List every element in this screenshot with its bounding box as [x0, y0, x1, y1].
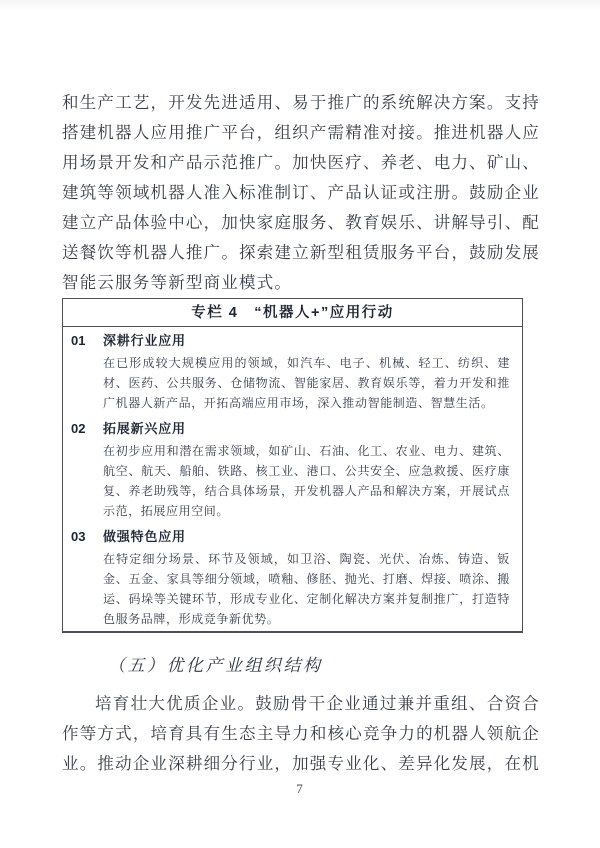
box-item-3-title: 做强特色应用 [103, 529, 186, 544]
page-content [62, 88, 540, 779]
box-item-3 [63, 523, 522, 631]
page-number: 7 [296, 781, 304, 796]
box-item-1-body: 在已形成较大规模应用的领域，如汽车、电子、机械、轻工、纺织、建材、医药、公共服务、仓储物流、智能家居、教育娱乐等，着力开发和推广机器人新产品，开拓高端应用市场，深入推动智能制造、智慧生活。 [103, 356, 510, 410]
box-item-1-head [71, 331, 510, 350]
box-item-3-head [71, 527, 510, 546]
box-item-2-number: 02 [71, 421, 86, 436]
box-item-3-body: 在特定细分场景、环节及领域，如卫浴、陶瓷、光伏、冶炼、铸造、钣金、五金、家具等细分领域，喷釉、修胚、抛光、打磨、焊接、喷涂、搬运、码垛等关键环节，形成专业化、定制化解决方案并复制推广，打造特色服务品牌，形成竞争新优势。 [103, 552, 510, 626]
box-item-1-title: 深耕行业应用 [103, 333, 186, 348]
box-item-2-title: 拓展新兴应用 [103, 421, 186, 436]
box-item-2 [63, 415, 522, 523]
box-item-2-head [71, 419, 510, 438]
box-item-1 [63, 327, 522, 415]
closing-paragraph: 培育壮大优质企业。鼓励骨干企业通过兼并重组、合资合作等方式，培育具有生态主导力和核心竞争力的机器人领航企业。推动企业深耕细分行业，加强专业化、差异化发展，在机 [62, 694, 540, 773]
intro-paragraph: 和生产工艺，开发先进适用、易于推广的系统解决方案。支持搭建机器人应用推广平台，组织产需精准对接。推进机器人应用场景开发和产品示范推广。加快医疗、养老、电力、矿山、建筑等领域机器人准入标准制订、产品认证或注册。鼓励企业建立产品体验中心，加快家庭服务、教育娱乐、讲解导引、配送餐饮等机器人推广。探索建立新型租赁服务平台，鼓励发展智能云服务等新型商业模式。 [62, 93, 540, 292]
scan-edge-artifact [0, 0, 600, 9]
column-box-robot-plus-actions [62, 298, 523, 633]
section-heading: （五）优化产业组织结构 [108, 656, 323, 675]
column-box-title: 专栏 4 “机器人+”应用行动 [63, 299, 522, 327]
box-item-3-number: 03 [71, 529, 86, 544]
box-item-1-number: 01 [71, 333, 86, 348]
box-item-2-body: 在初步应用和潜在需求领域，如矿山、石油、化工、农业、电力、建筑、航空、航天、船舶、铁路、核工业、港口、公共安全、应急救援、医疗康复、养老助残等，结合具体场景，开发机器人产品和解决方案，开展试点示范，拓展应用空间。 [103, 444, 510, 518]
